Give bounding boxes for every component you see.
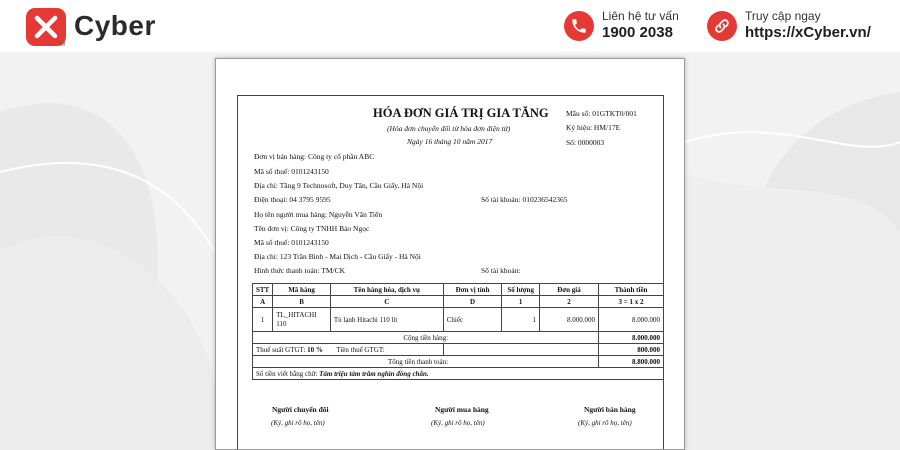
- vat-spacer: [443, 344, 598, 356]
- col-code-2: 2: [539, 296, 598, 308]
- vat-rate-label: Thuế suất GTGT:: [256, 345, 306, 354]
- link-icon: [707, 11, 737, 41]
- col-code-1: 1: [502, 296, 540, 308]
- col-header-unit: Đơn vị tính: [443, 284, 502, 296]
- signer-seller-note: (Ký, ghi rõ họ, tên): [578, 419, 632, 427]
- top-header: [0, 0, 900, 52]
- item-stt: 1: [253, 308, 273, 332]
- item-qty: 1: [502, 308, 540, 332]
- phone-icon: [564, 11, 594, 41]
- seller-address: Địa chỉ: Tầng 9 Technosoft, Duy Tân, Cầu Giấy, Hà Nội: [254, 181, 424, 190]
- contact-website[interactable]: [707, 8, 897, 46]
- seller-tax-code: Mã số thuế: 0101243150: [254, 167, 329, 176]
- signer-buyer-note: (Ký, ghi rõ họ, tên): [431, 419, 485, 427]
- vat-amount-value: 800.000: [599, 344, 664, 356]
- col-code-3: 3 = 1 x 2: [599, 296, 664, 308]
- brand-logo[interactable]: [26, 8, 156, 46]
- col-header-code: Mã hàng: [273, 284, 331, 296]
- amount-in-words-cell: [253, 368, 664, 380]
- seller-phone: Điện thoại: 04 3795 9595: [254, 195, 331, 204]
- total-label: Tổng tiền thanh toán:: [253, 356, 599, 368]
- invoice-title: HÓA ĐƠN GIÁ TRỊ GIA TĂNG: [373, 106, 549, 120]
- subtotal-row: [253, 332, 664, 344]
- col-header-stt: STT: [253, 284, 273, 296]
- col-header-qty: Số lượng: [502, 284, 540, 296]
- invoice-symbol: Ký hiệu: HM/17E: [566, 123, 621, 132]
- signer-converter-title: Người chuyển đổi: [272, 405, 329, 414]
- col-code-b: B: [273, 296, 331, 308]
- item-code-line1: TL_HITACHI: [276, 310, 317, 319]
- amount-in-words-row: [253, 368, 664, 380]
- total-row: [253, 356, 664, 368]
- col-header-amount: Thành tiền: [599, 284, 664, 296]
- invoice-date: Ngày 16 tháng 10 năm 2017: [407, 137, 493, 146]
- vat-row: [253, 344, 664, 356]
- payment-method: Hình thức thanh toán: TM/CK: [254, 266, 346, 275]
- hotline-label: Liên hệ tư vấn: [602, 9, 679, 23]
- amount-in-words-value: Tám triệu tám trăm nghìn đồng chẵn.: [319, 369, 429, 378]
- col-header-price: Đơn giá: [539, 284, 598, 296]
- contact-hotline[interactable]: [564, 8, 704, 46]
- item-name: Tủ lạnh Hitachi 110 lít: [330, 308, 443, 332]
- table-code-row: [253, 296, 664, 308]
- x-logo-icon: [26, 8, 66, 46]
- invoice-document: [215, 58, 685, 450]
- col-code-d: D: [443, 296, 502, 308]
- signer-buyer-title: Người mua hàng: [435, 405, 489, 414]
- buyer-account: Số tài khoản:: [481, 266, 521, 275]
- col-code-c: C: [330, 296, 443, 308]
- item-amount: 8.000.000: [599, 308, 664, 332]
- col-code-a: A: [253, 296, 273, 308]
- website-label: Truy cập ngay: [745, 9, 821, 23]
- invoice-items-table: [252, 283, 664, 380]
- seller-name: Đơn vị bán hàng: Công ty cổ phần ABC: [254, 152, 375, 161]
- vat-rate-cell: [253, 344, 444, 356]
- buyer-name: Họ tên người mua hàng: Nguyễn Văn Tiến: [254, 210, 383, 219]
- total-value: 8.800.000: [599, 356, 664, 368]
- buyer-unit: Tên đơn vị: Công ty TNHH Bảo Ngọc: [254, 224, 370, 233]
- buyer-tax-code: Mã số thuế: 0101243150: [254, 238, 329, 247]
- invoice-subtitle: (Hóa đơn chuyển đổi từ hóa đơn điện tử): [387, 124, 511, 133]
- subtotal-value: 8.000.000: [599, 332, 664, 344]
- hotline-number: 1900 2038: [602, 24, 673, 41]
- item-price: 8.000.000: [539, 308, 598, 332]
- vat-rate-value: 10 %: [307, 345, 323, 354]
- subtotal-label: Cộng tiền hàng:: [253, 332, 599, 344]
- col-header-name: Tên hàng hóa, dịch vụ: [330, 284, 443, 296]
- table-header-row: [253, 284, 664, 296]
- item-code-line2: 110: [276, 319, 287, 328]
- buyer-address: Địa chỉ: 123 Trần Bình - Mai Dịch - Cầu Giấy - Hà Nội: [254, 252, 421, 261]
- signer-converter-note: (Ký, ghi rõ họ, tên): [271, 419, 325, 427]
- invoice-form-number: Mẫu số: 01GTKT0/001: [566, 109, 637, 118]
- item-code: [273, 308, 331, 332]
- amount-in-words-label: Số tiền viết bằng chữ:: [256, 369, 318, 378]
- invoice-number: Số: 0000003: [566, 138, 605, 147]
- signer-seller-title: Người bán hàng: [584, 405, 636, 414]
- brand-tm: TM: [58, 42, 66, 48]
- website-url: https://xCyber.vn/: [745, 24, 871, 41]
- table-row: [253, 308, 664, 332]
- seller-account: Số tài khoản: 010236542365: [481, 195, 568, 204]
- item-unit: Chiếc: [443, 308, 502, 332]
- vat-amount-label: Tiền thuế GTGT:: [336, 345, 385, 354]
- brand-name: Cyber: [74, 10, 156, 41]
